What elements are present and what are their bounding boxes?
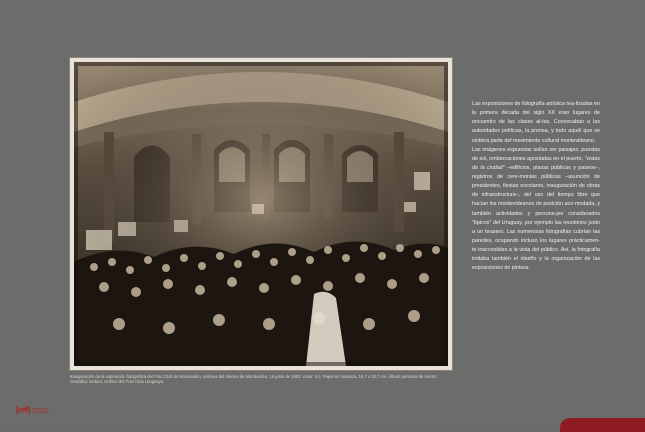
cdf-logo <box>16 407 54 414</box>
paragraph-2: Las imágenes expuestas solían ser paisajes, puestas de sol, embarcaciones apostadas en el puerto, "vistas de la ciudad" –edificios, plazas públicas y paseos–, registros de cere-monias públicas –asunción de presidentes, fiestas escolares, inauguración de obras de infraestructura–, del uso del tiempo libre que hacían los montevideanos de posición aco-modada, y también actividades y persona-jes considerados "típicos" del Uruguay, por ejemplo las reuniones junto a un brasero. Las numerosas fotografías cubrían las paredes, ocupando incluso los lugares prácticamen-te inaccesibles a la vista del público. Así, la fotografía imitaba también el diseño y la organización de las exposiciones de pintura. <box>472 146 600 272</box>
logo-text: CENTRO DE FOTOGRAFÍA <box>32 407 49 414</box>
historic-photograph <box>74 62 448 366</box>
photo-frame <box>70 58 452 370</box>
photograph-image <box>74 62 448 366</box>
paragraph-1: Las exposiciones de fotografía artística rea-lizadas en la primera década del siglo XX eran lugares de encuentro de las clases al-tas. Convocaban a las autoridades políticas, la prensa, y todo aquél que se sintiera parte del movimiento cultural montevideano. <box>472 101 600 144</box>
body-text <box>472 100 600 273</box>
photo-caption: Inauguración de la exposición fotográfica del Foto Club de Montevideo, salones del Ateneo de Montevideo, 16 junio de 1903. Autor: s.d. Papel en mostaza, 16,7 x 20,7 cm. Álbum personal de Héctor González Vedani, Archivo del Foto Club Uruguayo. <box>70 374 437 385</box>
logo-mark: [cdf] <box>16 407 31 414</box>
